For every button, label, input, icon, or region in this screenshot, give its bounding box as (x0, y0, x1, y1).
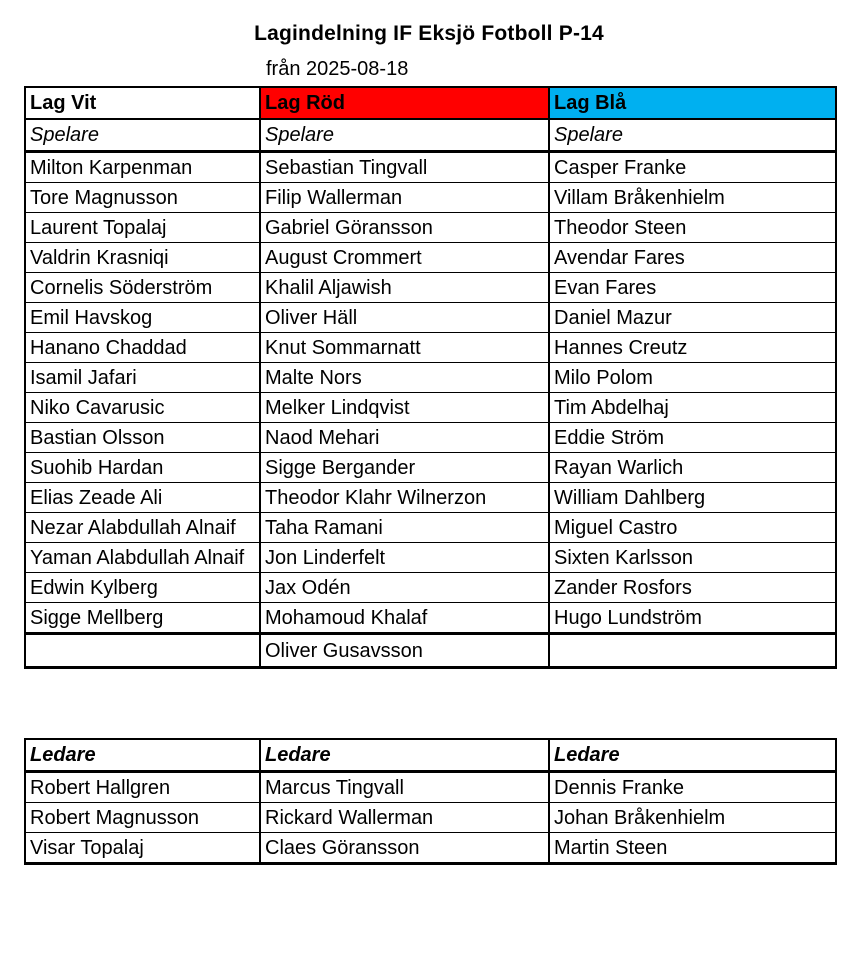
player-cell: Sebastian Tingvall (260, 152, 549, 183)
player-row (25, 363, 836, 393)
player-cell: Edwin Kylberg (25, 573, 260, 603)
leader-cell: Dennis Franke (549, 772, 836, 803)
player-row (25, 513, 836, 543)
player-cell: Sixten Karlsson (549, 543, 836, 573)
player-cell: Theodor Klahr Wilnerzon (260, 483, 549, 513)
player-cell: Avendar Fares (549, 243, 836, 273)
leader-cell: Rickard Wallerman (260, 803, 549, 833)
player-row (25, 573, 836, 603)
player-cell: Malte Nors (260, 363, 549, 393)
player-cell: Laurent Topalaj (25, 213, 260, 243)
player-cell: Gabriel Göransson (260, 213, 549, 243)
player-cell: Oliver Gusavsson (260, 634, 549, 668)
player-cell: Hannes Creutz (549, 333, 836, 363)
player-cell (549, 634, 836, 668)
player-cell: Nezar Alabdullah Alnaif (25, 513, 260, 543)
player-row (25, 423, 836, 453)
player-cell: Daniel Mazur (549, 303, 836, 333)
player-cell: Milo Polom (549, 363, 836, 393)
player-row (25, 333, 836, 363)
player-row (25, 393, 836, 423)
player-cell: Eddie Ström (549, 423, 836, 453)
leader-cell: Claes Göransson (260, 833, 549, 864)
player-cell: Knut Sommarnatt (260, 333, 549, 363)
date-subtitle: från 2025-08-18 (266, 58, 409, 80)
leaders-table (24, 738, 837, 865)
leader-cell: Marcus Tingvall (260, 772, 549, 803)
player-cell: Valdrin Krasniqi (25, 243, 260, 273)
player-cell: Evan Fares (549, 273, 836, 303)
leader-row (25, 772, 836, 803)
player-cell (25, 634, 260, 668)
player-row (25, 634, 836, 668)
leader-cell: Martin Steen (549, 833, 836, 864)
player-row (25, 213, 836, 243)
player-cell: Suohib Hardan (25, 453, 260, 483)
leader-cell: Robert Hallgren (25, 772, 260, 803)
player-cell: William Dahlberg (549, 483, 836, 513)
player-cell: Milton Karpenman (25, 152, 260, 183)
player-cell: Cornelis Söderström (25, 273, 260, 303)
player-cell: Jax Odén (260, 573, 549, 603)
player-cell: Filip Wallerman (260, 183, 549, 213)
player-cell: Niko Cavarusic (25, 393, 260, 423)
player-row (25, 543, 836, 573)
player-cell: August Crommert (260, 243, 549, 273)
players-label: Spelare (25, 119, 260, 152)
player-row (25, 152, 836, 183)
player-cell: Jon Linderfelt (260, 543, 549, 573)
player-cell: Tore Magnusson (25, 183, 260, 213)
player-cell: Oliver Häll (260, 303, 549, 333)
player-row (25, 243, 836, 273)
player-cell: Naod Mehari (260, 423, 549, 453)
leaders-label-row (25, 739, 836, 772)
player-cell: Elias Zeade Ali (25, 483, 260, 513)
leader-cell: Johan Bråkenhielm (549, 803, 836, 833)
player-cell: Miguel Castro (549, 513, 836, 543)
player-cell: Sigge Bergander (260, 453, 549, 483)
player-row (25, 183, 836, 213)
leader-row (25, 803, 836, 833)
player-cell: Bastian Olsson (25, 423, 260, 453)
team-header-row (25, 87, 836, 119)
player-cell: Theodor Steen (549, 213, 836, 243)
leader-row (25, 833, 836, 864)
player-cell: Mohamoud Khalaf (260, 603, 549, 634)
players-label-row (25, 119, 836, 152)
player-cell: Khalil Aljawish (260, 273, 549, 303)
player-row (25, 603, 836, 634)
player-row (25, 303, 836, 333)
player-cell: Villam Bråkenhielm (549, 183, 836, 213)
player-row (25, 453, 836, 483)
leaders-label: Ledare (260, 739, 549, 772)
team-header-bla: Lag Blå (549, 87, 836, 119)
players-label: Spelare (549, 119, 836, 152)
players-label: Spelare (260, 119, 549, 152)
player-cell: Yaman Alabdullah Alnaif (25, 543, 260, 573)
player-cell: Sigge Mellberg (25, 603, 260, 634)
leaders-label: Ledare (25, 739, 260, 772)
player-cell: Zander Rosfors (549, 573, 836, 603)
player-cell: Melker Lindqvist (260, 393, 549, 423)
player-cell: Rayan Warlich (549, 453, 836, 483)
player-cell: Emil Havskog (25, 303, 260, 333)
team-header-vit: Lag Vit (25, 87, 260, 119)
players-table (24, 86, 837, 669)
team-header-rod: Lag Röd (260, 87, 549, 119)
page-title: Lagindelning IF Eksjö Fotboll P-14 (254, 22, 604, 45)
player-cell: Tim Abdelhaj (549, 393, 836, 423)
player-cell: Taha Ramani (260, 513, 549, 543)
player-cell: Hanano Chaddad (25, 333, 260, 363)
player-row (25, 483, 836, 513)
player-cell: Isamil Jafari (25, 363, 260, 393)
player-cell: Casper Franke (549, 152, 836, 183)
leader-cell: Robert Magnusson (25, 803, 260, 833)
leaders-label: Ledare (549, 739, 836, 772)
player-cell: Hugo Lundström (549, 603, 836, 634)
player-row (25, 273, 836, 303)
leader-cell: Visar Topalaj (25, 833, 260, 864)
